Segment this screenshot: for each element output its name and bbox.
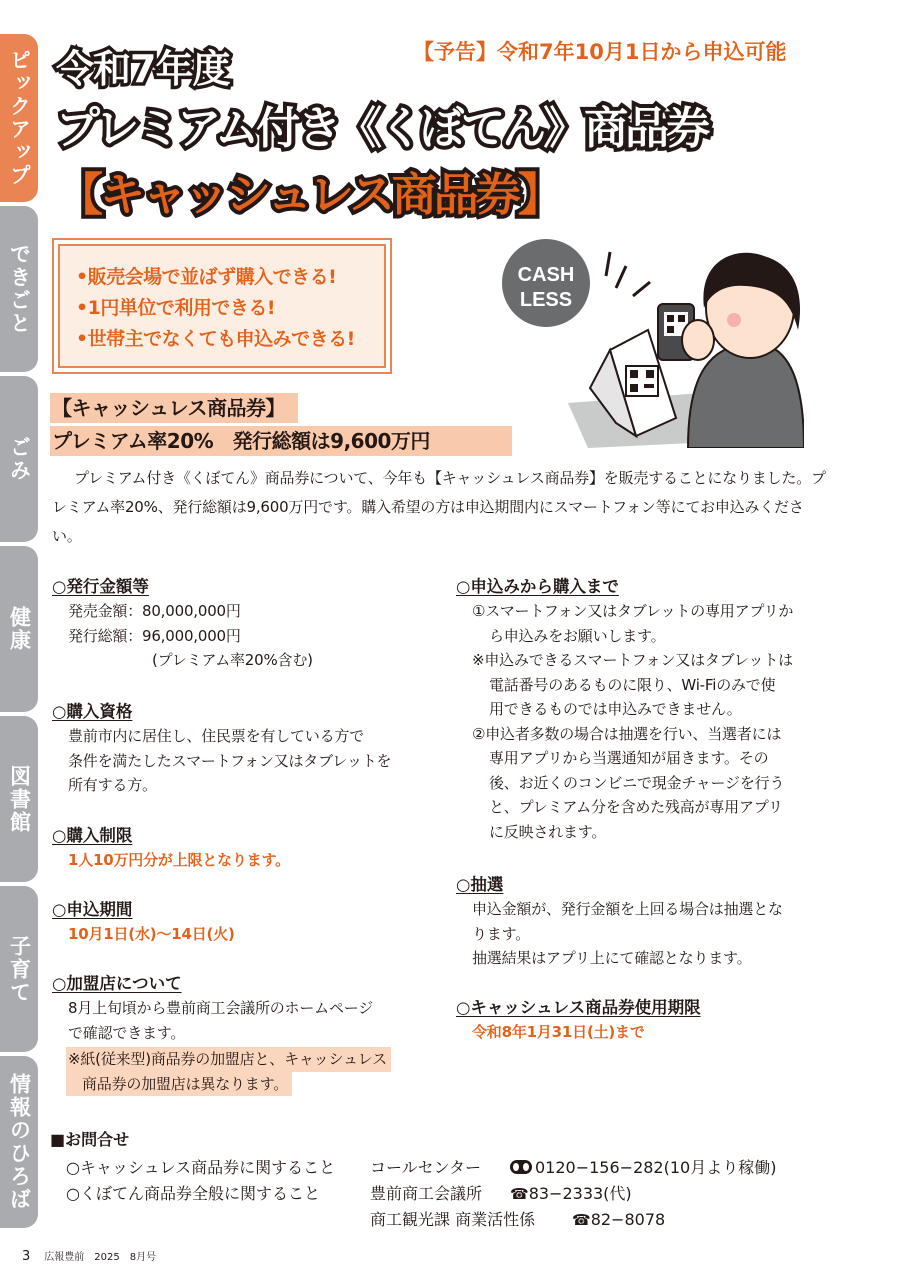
lottery-line: 申込金額が、発行金額を上回る場合は抽選とな [472,900,783,918]
contact-phone[interactable]: 82−8078 [590,1210,666,1229]
sign-text-cash: CASH [517,264,575,286]
flow-line: に反映されます。 [489,822,607,841]
sign-text-less: LESS [519,289,573,311]
stores-line: 8月上旬頃から豊前商工会議所のホームページ [68,999,374,1017]
period-text: 10月1日(水)～14日(火) [68,925,235,943]
section-title: ○購入制限 [52,826,133,845]
contact-topic: ○くぼてん商品券全般に関すること [66,1184,320,1203]
section-title: ○加盟店について [52,974,182,993]
flow-line: ①スマートフォン又はタブレットの専用アプリか [472,602,794,620]
intro-paragraph: プレミアム付き《くぼてん》商品券について、今年も【キャッシュレス商品券】を販売することになりました。プレミアム率20%、発行総額は9,600万円です。購入希望の方は申込期間内にスマートフォン等にてお申込みください。 [52,469,826,545]
limit-text: 1人10万円分が上限となります。 [68,851,290,869]
tab-childcare[interactable]: 子育て [0,886,38,1052]
premium-note: (プレミアム率20%含む) [152,651,313,669]
section-lottery [456,873,783,971]
contact-phone[interactable]: 0120−156−282(10月より稼働) [535,1158,777,1177]
lottery-line: ります。 [472,924,531,943]
contact-phone-row [572,1208,665,1232]
eligibility-line: 所有する方。 [68,776,157,794]
benefits-box [58,244,386,368]
section-flow [456,575,793,844]
tab-events[interactable]: できごと [0,206,38,372]
contact-phone-row [510,1182,632,1206]
issue-total: 発行総額：96,000,000円 [68,626,241,645]
contact-phone[interactable]: 83−2333(代) [528,1184,632,1203]
contact-org: コールセンター [370,1158,482,1177]
section-issue-amount [52,575,313,673]
eligibility-line: 条件を満たしたスマートフォン又はタブレットを [68,751,392,770]
tab-library[interactable]: 図書館 [0,716,38,882]
section-title: ○キャッシュレス商品券使用期限 [456,998,701,1017]
tab-garbage[interactable]: ごみ [0,376,38,542]
title-year: 令和7年度 [56,47,230,91]
page-number: 3 [22,1249,31,1264]
flow-line: 電話番号のあるものに限り、Wi-Fiのみで使 [489,675,776,694]
cashless-illustration [498,238,804,448]
phone-icon: ☎ [572,1211,591,1229]
title-main: プレミアム付き《くぼてん》商品券 [56,103,708,154]
section-title: ○申込みから購入まで [456,577,619,596]
flow-line: 専用アプリから当選通知が届きます。その [489,749,769,767]
stores-note: ※紙(従来型)商品券の加盟店と、キャッシュレス [66,1047,391,1072]
tab-pickup[interactable]: ピックアップ [0,34,38,202]
section-stores [52,972,391,1096]
section-limit [52,824,290,873]
flow-line: 後、お近くのコンビニで現金チャージを行う [489,773,785,792]
expiry-text: 令和8年1月31日(土)まで [472,1023,645,1041]
phone-icon: ☎ [510,1185,529,1203]
headline-band-summary: プレミアム率20% 発行総額は9,600万円 [50,426,512,456]
contact-org: 豊前商工会議所 [370,1184,483,1203]
section-title: ○購入資格 [52,702,133,721]
title-sub: 【キャッシュレス商品券】 [58,168,560,221]
announcement-kicker: 【予告】令和7年10月1日から申込可能 [413,40,787,64]
section-eligibility [52,700,391,798]
lottery-line: 抽選結果はアプリ上にて確認となります。 [472,949,752,967]
headline-band-title: 【キャッシュレス商品券】 [50,393,298,423]
section-title: ○発行金額等 [52,577,149,596]
section-title: ○申込期間 [52,900,133,919]
section-expiry [456,996,701,1045]
contact-org: 商工観光課 商業活性係 [370,1210,536,1229]
benefit-item: •1円単位で利用できる! [76,297,276,319]
contact-title: ■お問合せ [50,1130,130,1149]
publication-name: 広報豊前 2025 8月号 [44,1252,157,1263]
flow-line: ら申込みをお願いします。 [489,626,666,645]
contact-phone-row [510,1156,776,1180]
flow-line: ②申込者多数の場合は抽選を行い、当選者には [472,724,782,743]
benefit-item: •世帯主でなくても申込みできる! [76,328,355,350]
free-dial-icon [510,1160,532,1174]
flow-line: と、プレミアム分を含めた残高が専用アプリ [489,798,783,816]
benefit-item: •販売会場で並ばず購入できる! [76,266,337,288]
stores-line: で確認できます。 [68,1023,186,1042]
tab-info[interactable]: 情報のひろば [0,1056,38,1228]
contact-topic: ○キャッシュレス商品券に関すること [66,1158,336,1177]
page-footer [22,1248,156,1264]
section-period [52,898,235,947]
sale-amount: 発売金額：80,000,000円 [68,602,241,620]
tab-health[interactable]: 健康 [0,546,38,712]
flow-line: ※申込みできるスマートフォン又はタブレットは [472,651,793,669]
eligibility-line: 豊前市内に居住し、住民票を有している方で [68,727,365,745]
flow-line: 用できるものでは申込みできません。 [489,700,742,718]
stores-note: 商品券の加盟店は異なります。 [66,1072,292,1097]
section-title: ○抽選 [456,875,504,894]
